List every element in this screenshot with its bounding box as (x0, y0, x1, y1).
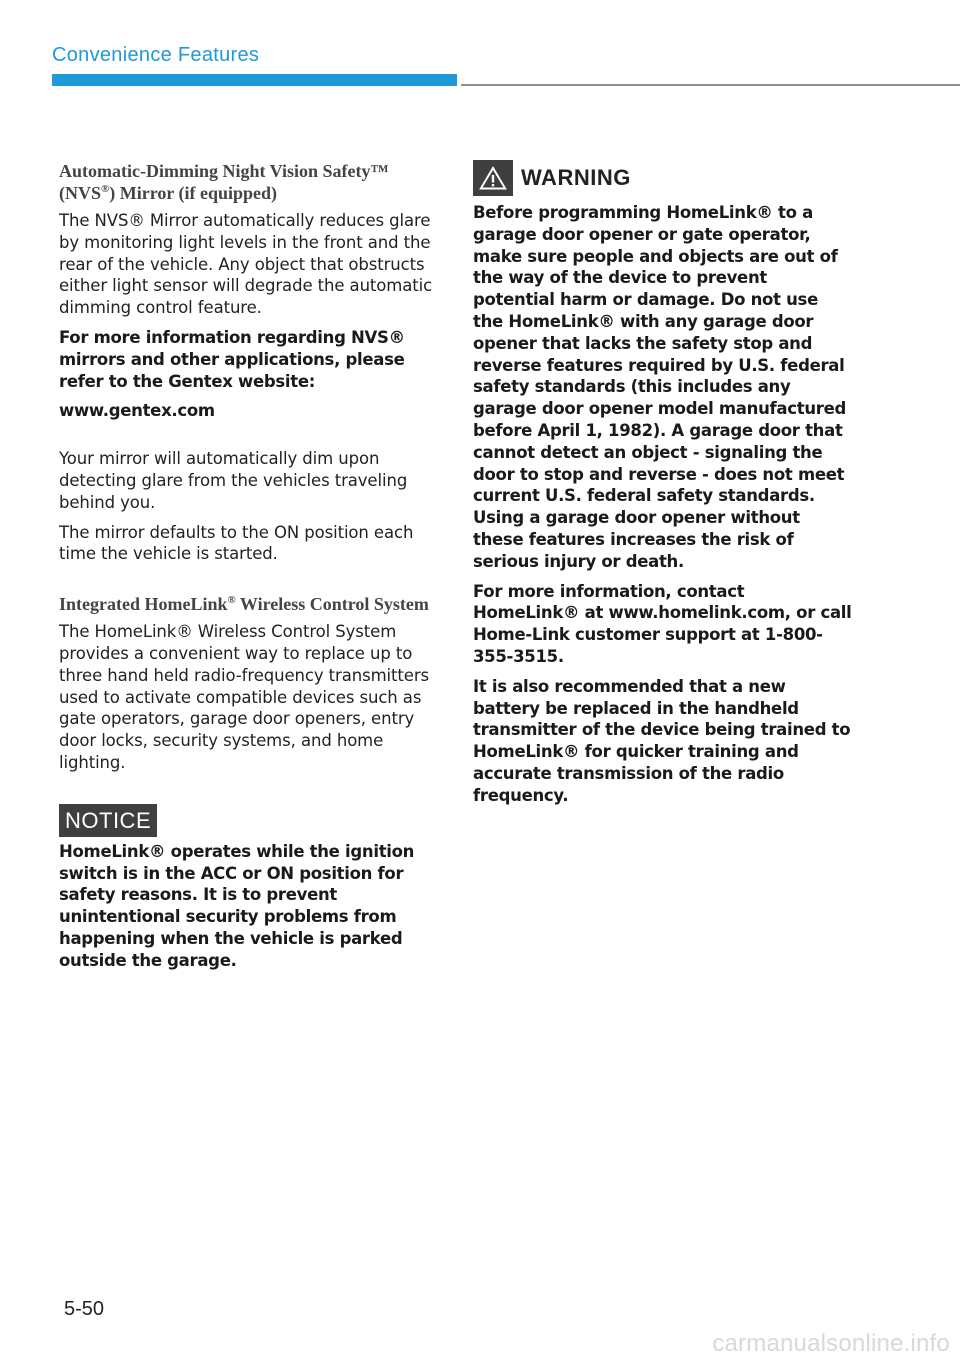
registered-mark: ® (101, 183, 110, 195)
homelink-heading-pre: Integrated HomeLink (59, 594, 228, 615)
homelink-paragraph-1: The HomeLink® Wireless Control System provides a convenient way to replace up to three hand held radio-frequency transmitters used to activate compatible devices such as gate operators, garage door openers, entry door locks, security systems, and home lighting. (59, 622, 430, 772)
page-number: 5-50 (64, 1298, 105, 1320)
nvs-paragraph-5: The mirror defaults to the ON position each time the vehicle is started. (59, 522, 414, 564)
notice-text: HomeLink® operates while the ignition switch is in the ACC or ON position for safety reasons. It is to prevent unintentional security problems from happening when the vehicle is parked outside the garage. (59, 841, 415, 970)
left-column (59, 160, 434, 980)
nvs-heading-line2-pre: (NVS (59, 183, 102, 203)
warning-paragraph-3: It is also recommended that a new battery be replaced in the handheld transmitter of the device being trained to HomeLink® for quicker training and accurate transmission of the radio frequency. (473, 676, 851, 805)
nvs-paragraph-4: Your mirror will automatically dim upon detecting glare from the vehicles traveling behind you. (59, 449, 408, 512)
nvs-mirror-heading (59, 160, 434, 204)
nvs-paragraph-1: The NVS® Mirror automatically reduces glare by monitoring light levels in the front and the rear of the vehicle. Any object that obstructs either light sensor will degrade the automatic dimming control feature. (59, 211, 433, 318)
warning-label: WARNING (521, 165, 631, 190)
homelink-heading-post: Wireless Control System (235, 594, 429, 615)
warning-triangle-icon (473, 160, 513, 196)
nvs-heading-line2-post: ) Mirror (if equipped) (109, 183, 278, 203)
section-header-title: Convenience Features (52, 44, 260, 66)
right-column (473, 160, 853, 815)
warning-paragraph-1: Before programming HomeLink® to a garage door opener or gate operator, make sure people and objects are out of the way of the device to prevent potential harm or damage. Do not use the HomeLink® with any garage door opener that lacks the safety stop and reverse features required by U.S. federal safety standards (this includes any garage door opener model manufactured before April 1, 1982). A garage door that cannot detect an object - signaling the door to stop and reverse - does not meet current U.S. federal safety standards. Using a garage door opener without these features increases the risk of serious injury or death. (473, 203, 847, 571)
warning-header (473, 160, 853, 196)
watermark: carmanualsonline.info (712, 1330, 950, 1357)
header-accent-bar (52, 74, 457, 86)
nvs-heading-line1: Automatic-Dimming Night Vision Safety™ (59, 161, 389, 181)
gentex-website: www.gentex.com (59, 401, 215, 421)
header-divider-line (461, 84, 960, 86)
notice-badge: NOTICE (59, 804, 157, 837)
nvs-paragraph-2: For more information regarding NVS® mirrors and other applications, please refer to the Gentex website: (59, 327, 405, 391)
homelink-heading (59, 593, 434, 615)
registered-mark: ® (227, 594, 236, 607)
warning-paragraph-2: For more information, contact HomeLink® at www.homelink.com, or call Home-Link customer support at 1-800-355-3515. (473, 581, 852, 666)
